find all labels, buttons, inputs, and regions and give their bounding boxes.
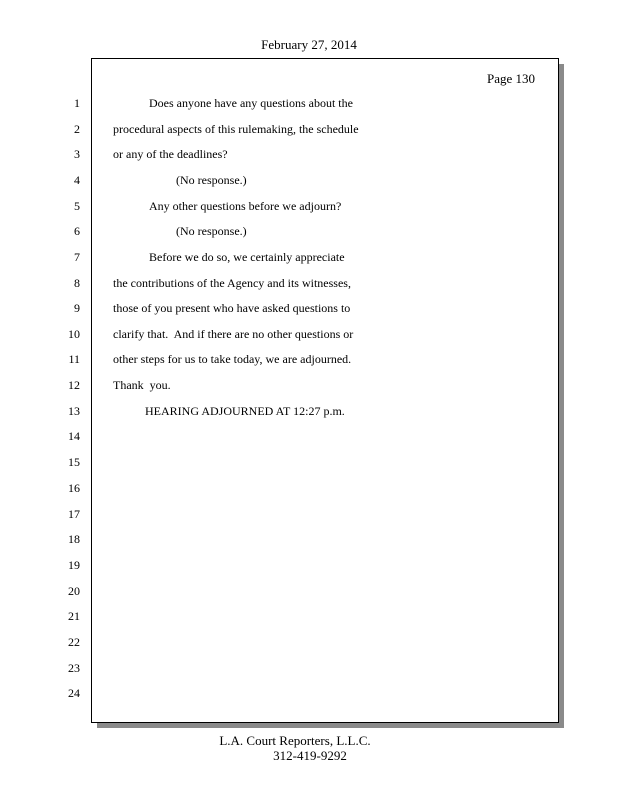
line-number: 4 bbox=[74, 173, 80, 187]
transcript-line: or any of the deadlines? bbox=[113, 147, 228, 161]
page-number: Page 130 bbox=[487, 71, 536, 86]
line-number: 15 bbox=[68, 455, 80, 469]
line-number: 13 bbox=[68, 404, 80, 418]
transcript-line: (No response.) bbox=[176, 173, 247, 187]
line-number: 11 bbox=[68, 352, 80, 366]
line-number: 6 bbox=[74, 224, 80, 238]
line-number: 18 bbox=[68, 532, 80, 546]
line-number: 3 bbox=[74, 147, 80, 161]
line-number: 2 bbox=[74, 122, 80, 136]
line-number: 1 bbox=[74, 96, 80, 110]
transcript-date: February 27, 2014 bbox=[261, 37, 357, 52]
line-number: 12 bbox=[68, 378, 80, 392]
line-number: 20 bbox=[68, 584, 80, 598]
transcript-line: Does anyone have any questions about the bbox=[149, 96, 353, 110]
line-number: 17 bbox=[68, 507, 80, 521]
transcript-line: (No response.) bbox=[176, 224, 247, 238]
transcript-line: clarify that. And if there are no other questions or bbox=[113, 327, 354, 341]
line-number: 5 bbox=[74, 199, 80, 213]
line-number: 10 bbox=[68, 327, 80, 341]
transcript-line: the contributions of the Agency and its witnesses, bbox=[113, 276, 351, 290]
reporter-phone: 312-419-9292 bbox=[273, 748, 347, 763]
transcript-line: those of you present who have asked questions to bbox=[113, 301, 351, 315]
transcript-line: HEARING ADJOURNED AT 12:27 p.m. bbox=[145, 404, 345, 418]
transcript-line: Any other questions before we adjourn? bbox=[149, 199, 342, 213]
line-number: 7 bbox=[74, 250, 80, 264]
line-number: 16 bbox=[68, 481, 80, 495]
line-number: 23 bbox=[68, 661, 80, 675]
reporter-company: L.A. Court Reporters, L.L.C. bbox=[219, 733, 371, 748]
transcript-line: Before we do so, we certainly appreciate bbox=[149, 250, 345, 264]
transcript-line: procedural aspects of this rulemaking, the schedule bbox=[113, 122, 359, 136]
transcript-line: Thank you. bbox=[113, 378, 171, 392]
line-number: 24 bbox=[68, 686, 80, 700]
line-number: 19 bbox=[68, 558, 80, 572]
transcript-line: other steps for us to take today, we are adjourned. bbox=[113, 352, 352, 366]
line-number: 21 bbox=[68, 609, 80, 623]
line-number: 22 bbox=[68, 635, 80, 649]
line-number: 9 bbox=[74, 301, 80, 315]
line-number: 8 bbox=[74, 276, 80, 290]
line-number: 14 bbox=[68, 429, 80, 443]
